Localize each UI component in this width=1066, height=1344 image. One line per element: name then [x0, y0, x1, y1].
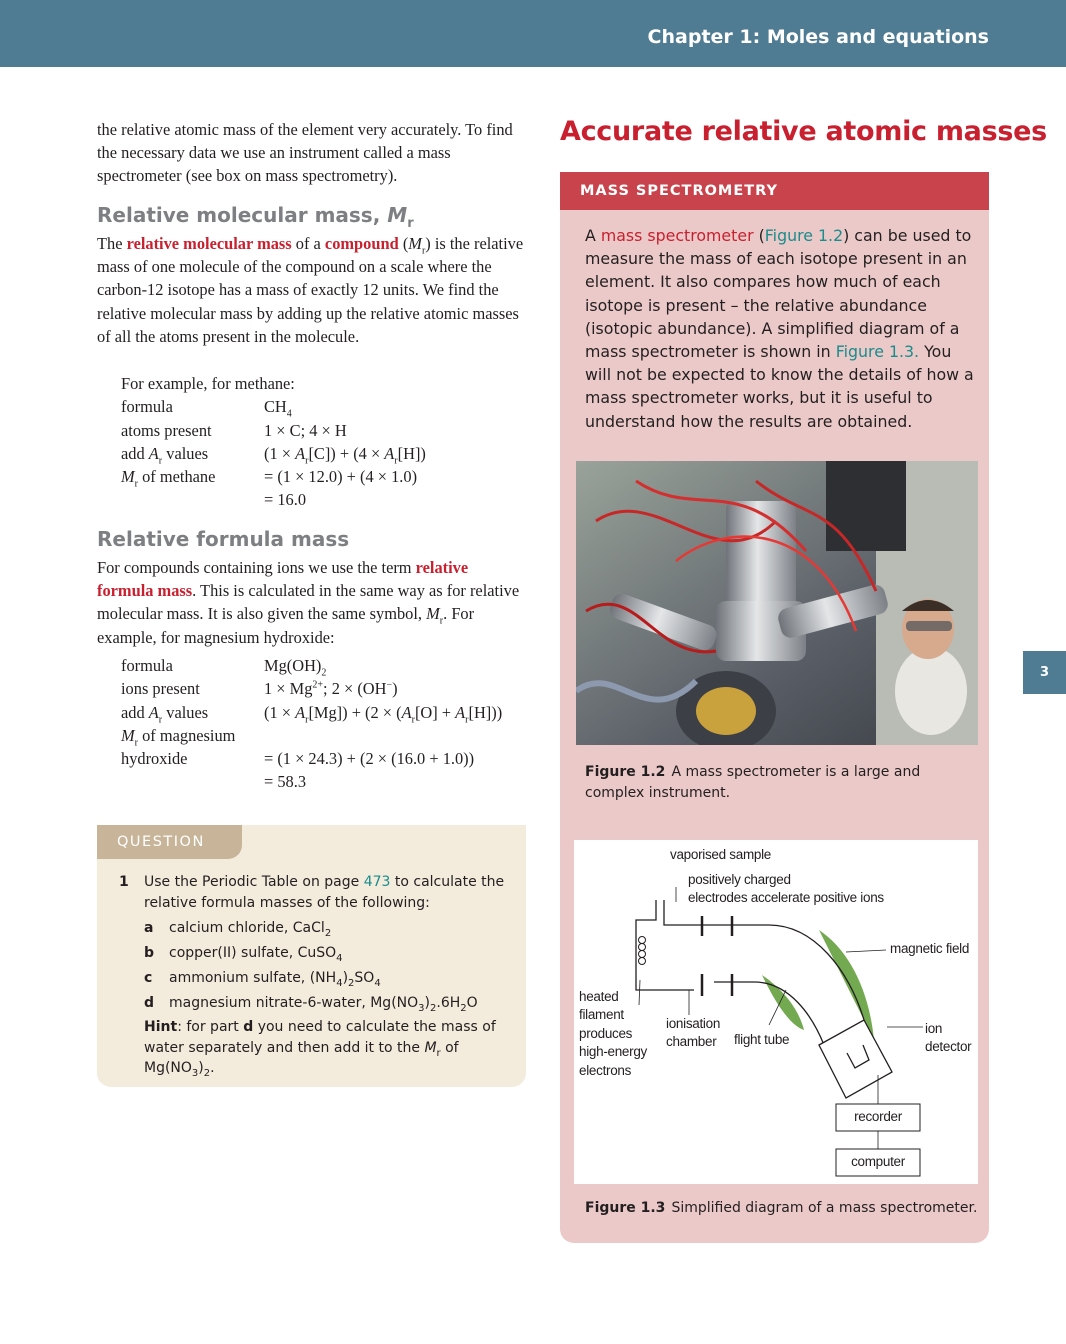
label-heated-5: electrons — [579, 1063, 632, 1078]
of-methane-text: of methane — [142, 467, 216, 487]
intro-paragraph — [97, 118, 527, 188]
mgoh-row-value: $1 \times Mg^{2+}$; 2 × (OH−) — [264, 679, 398, 699]
chapter-title: Chapter 1: Moles and equations — [647, 26, 989, 48]
rfm-text-2: . This is calculated in the same way as for relative molecular mass. It is also given the same symbol, — [97, 581, 520, 624]
label-electrodes-2: electrodes accelerate positive ions — [688, 890, 884, 905]
mass-spectrometer-diagram — [574, 840, 978, 1184]
mgoh-row-label: hydroxide — [121, 749, 188, 769]
figure-1-2-caption — [585, 762, 980, 804]
ch-sub: 4 — [286, 408, 292, 420]
item-text: ammonium sulfate, (NH — [169, 969, 337, 986]
label-magnetic-field: magnetic field — [890, 941, 970, 956]
term-mass-spectrometer[interactable]: mass spectrometer — [600, 226, 754, 245]
methane-row-label: $M_r$ of methane — [121, 467, 216, 490]
mgoh-row-value: = 58.3 — [264, 772, 307, 792]
label-electrodes-1: positively charged — [688, 872, 791, 887]
item-label: d — [144, 994, 155, 1011]
question-text-b: to calculate the relative formula masses of the following: — [144, 874, 505, 911]
rmm-text-1: The — [97, 234, 127, 253]
label-heated-2: filament — [579, 1007, 624, 1022]
question-item-b: b copper(II) sulfate, CuSO$_4$ — [144, 944, 343, 964]
mass-spectrometer-photo — [576, 461, 978, 745]
rmm-text-3: ) is the relative mass of one molecule of the compound on a scale where the carbon-12 isotope has a mass of exactly 12 units. We find the relative molecular mass by adding up the relative atomic masses of all the atoms present in the molecule. — [97, 234, 524, 346]
methane-row-label: atoms present — [121, 420, 212, 440]
figure-caption-text: Simplified diagram of a mass spectrometer. — [671, 1200, 978, 1216]
mgoh-example — [121, 654, 502, 794]
box-title: MASS SPECTROMETRY — [560, 172, 989, 210]
methane-row-label: formula — [121, 397, 173, 417]
hint-text-b: you need to calculate the mass of water separately and then add it to the — [144, 1019, 496, 1056]
methane-row-value: = (1 × 12.0) + (4 × 1.0) — [264, 467, 418, 487]
figure-label: Figure 1.3 — [585, 1200, 666, 1216]
question-box — [97, 825, 526, 1087]
values-text: values — [166, 443, 209, 463]
page-number-tab: 3 — [1023, 651, 1066, 694]
item-text: magnesium nitrate-6-water, Mg(NO — [169, 994, 419, 1011]
term-relative-molecular-mass: relative molecular mass — [126, 234, 292, 253]
question-content — [119, 872, 519, 1079]
label-vaporised-sample: vaporised sample — [670, 847, 772, 862]
rmm-heading-sub: r — [407, 216, 414, 231]
box-text-c: You will not be expected to know the details of how a mass spectrometer works, but it is useful to understand how the results are obtained. — [585, 342, 974, 431]
ch-formula: CH — [264, 397, 287, 417]
label-computer: computer — [851, 1154, 905, 1169]
oh-ion: ; 2 × (OH — [323, 679, 387, 699]
label-ionisation-1: ionisation — [666, 1016, 721, 1031]
label-flight-tube: flight tube — [734, 1032, 790, 1047]
methane-row-label: add $A_r$ values — [121, 443, 209, 467]
question-hint: Hint: for part d you need to calculate the mass of water separately and then add it to the $M_r$ of $Mg(NO_3)_2$. — [144, 1019, 496, 1079]
page-header — [0, 0, 1066, 67]
box-text-a: A — [585, 226, 601, 245]
mgoh-row-label: ions present — [121, 679, 200, 699]
rfm-heading: Relative formula mass — [97, 527, 350, 551]
label-heated-3: produces — [579, 1026, 633, 1041]
hint-label: Hint — [144, 1019, 178, 1035]
question-stem — [144, 872, 519, 913]
photo-illustration — [576, 461, 978, 745]
section-title: Accurate relative atomic masses — [560, 116, 1047, 147]
methane-table — [121, 395, 426, 511]
add-text: add — [121, 443, 145, 463]
methane-row-value: 1 × C; 4 × H — [264, 420, 347, 440]
mr-sub: r — [421, 245, 426, 257]
mg-ion: 1 × Mg — [264, 679, 313, 699]
rmm-text-2: of a — [291, 234, 325, 253]
label-ion: ion — [925, 1021, 943, 1036]
rmm-heading-symbol: M — [387, 203, 408, 227]
item-label: c — [144, 969, 153, 986]
rmm-paragraph: The relative molecular mass of a compound $(M_r)$ is the relative mass of one molecule of the compound on a scale where the carbon-12 isotope has a mass of exactly 12 units. We find the relative molecular mass by adding up the relative atomic masses of all the atoms present in the molecule. — [97, 234, 524, 346]
figure-label: Figure 1.2 — [585, 764, 666, 780]
question-item-c: c ammonium sulfate, $(NH_4)_2SO_4$ — [144, 969, 381, 989]
mgoh-row-value: $(1 \times A_r[Mg]) + (2 \times (A_r[O] + A_r[H]))$ — [264, 702, 503, 725]
question-item-d: d magnesium nitrate-6-water, $Mg(NO_3)_2.6H_2O$ — [144, 994, 478, 1014]
mr-symbol: M — [408, 234, 422, 253]
term-compound: compound — [324, 234, 399, 253]
box-text-b: ) can be used to measure the mass of each isotope present in an element. It also compares how much of each isotope is present – the relative abundance (isotopic abundance). A simplified diagram of a mass spectrometer is shown in — [585, 226, 972, 362]
of-magnesium-text: of magnesium — [142, 725, 236, 745]
methane-row-value: $(1 \times A_r[C]) + (4 \times A_r[H])$ — [264, 443, 426, 467]
item-text: calcium chloride, CaCl — [169, 919, 325, 936]
label-recorder: recorder — [854, 1109, 902, 1124]
methane-example-intro: For example, for methane: — [121, 374, 295, 393]
item-text: copper(II) sulfate, CuSO — [169, 944, 337, 961]
mgoh-row-label: formula — [121, 656, 173, 675]
oh-close: ) — [392, 679, 398, 699]
rmm-heading-text: Relative molecular mass, — [97, 203, 388, 227]
intro-text: the relative atomic mass of the element very accurately. To find the necessary data we use an instrument called a mass spectrometer (see box on mass spectrometry). — [97, 120, 513, 186]
figure-caption-text: A mass spectrometer is a large and complex instrument. — [585, 764, 921, 801]
question-number: 1 — [119, 874, 129, 890]
methane-row-value — [264, 395, 426, 418]
label-detector: detector — [925, 1039, 972, 1054]
rmm-heading — [97, 202, 414, 231]
figure-1-3-link[interactable]: Figure 1.3. — [835, 342, 920, 362]
rfm-text-1: For compounds containing ions we use the term — [97, 558, 416, 577]
question-text-a: Use the Periodic Table on page — [144, 874, 364, 890]
mgoh-row-label: $M_r$ of magnesium — [121, 725, 236, 749]
rfm-paragraph: For compounds containing ions we use the term relative formula mass. This is calculated in the same way as for relative molecular mass. It is also given the same symbol, $M_r$. For example, for magnesium hydroxide: — [97, 558, 520, 647]
item-label: a — [144, 919, 154, 936]
page-link[interactable]: 473 — [363, 874, 391, 890]
methane-row-value: = 16.0 — [264, 490, 307, 510]
mgoh-row-label: add $A_r$ values — [121, 702, 209, 725]
question-tab: QUESTION — [97, 825, 242, 859]
add-text: add — [121, 702, 145, 722]
hint-part: d — [243, 1019, 254, 1035]
question-item-a: a calcium chloride, CaCl$_2$ — [144, 919, 332, 939]
term-relative-formula-mass: relative formula mass — [97, 558, 469, 601]
values-text: values — [166, 702, 209, 722]
mgoh-table — [121, 654, 502, 794]
hint-text-a: : for part — [177, 1019, 244, 1035]
label-heated-4: high-energy — [579, 1044, 647, 1059]
label-ionisation-2: chamber — [666, 1034, 717, 1049]
box-text: A mass spectrometer (Figure 1.2) can be used to measure the mass of each isotope present in an element. It also compares how much of each isotope is present – the relative abundance (isotopic abundance). A simplified diagram of a mass spectrometer is shown in Figure 1.3. You will not be expected to know the details of how a mass spectrometer works, but it is useful to understand how the results are obtained. — [585, 226, 974, 431]
mgoh-row-value: $Mg(OH)_2$ — [264, 656, 327, 679]
item-label: b — [144, 944, 155, 961]
hint-text-c: of Mg(NO — [144, 1039, 459, 1076]
label-heated-1: heated — [579, 989, 619, 1004]
methane-example — [121, 372, 426, 512]
figure-1-3-caption — [585, 1198, 980, 1219]
rfm-text-3: . For example, for magnesium hydroxide: — [97, 604, 475, 647]
mgoh-row-value: = (1 × 24.3) + (2 × (16.0 + 1.0)) — [264, 749, 475, 769]
figure-1-2-link[interactable]: Figure 1.2 — [764, 226, 844, 245]
mgoh-formula: Mg(OH) — [264, 656, 322, 675]
mass-spectrometry-box — [560, 172, 989, 1243]
